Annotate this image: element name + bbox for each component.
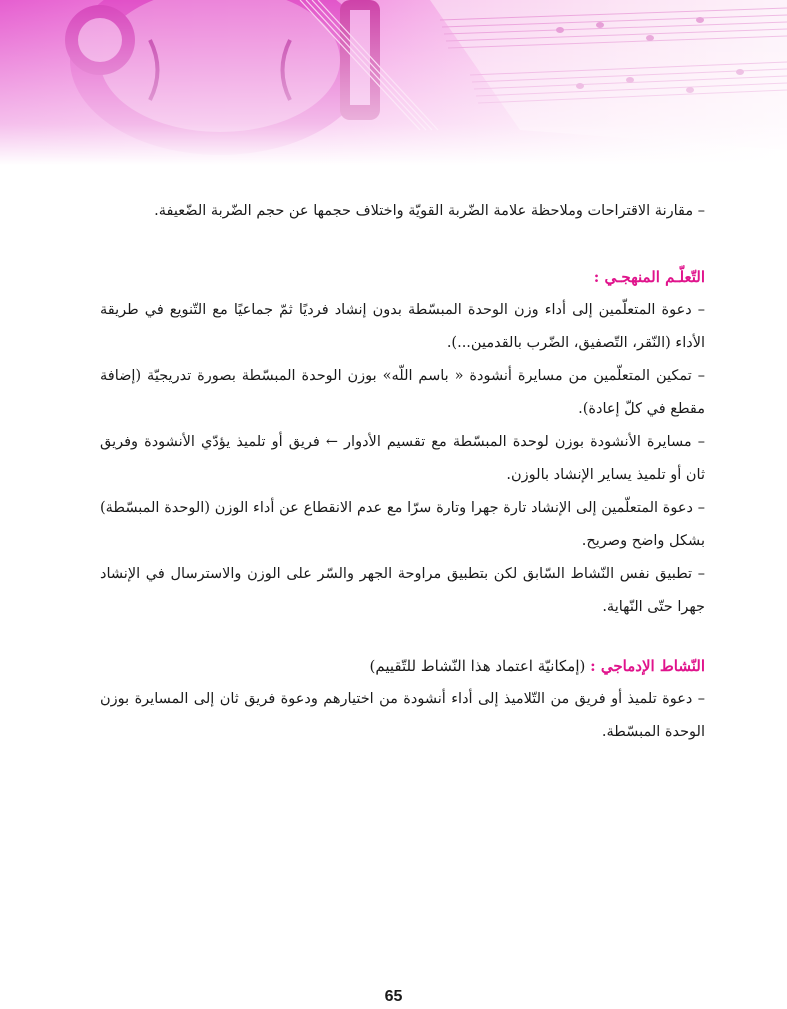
decorative-header-banner [0, 0, 787, 165]
section-integration-heading [100, 650, 705, 683]
methodical-item: – دعوة المتعلّمين إلى أداء وزن الوحدة المبسّطة بدون إنشاد فرديًا ثمّ جماعيًا مع التّنويع في طريقة الأداء (النّقر، التّصفيق، الضّرب بالقدمين...). [100, 302, 705, 351]
section-methodical-title: التّعلّـم المنهجـي : [593, 268, 705, 286]
document-body [100, 195, 705, 749]
methodical-item: – تطبيق نفس النّشاط السّابق لكن بتطبيق مراوحة الجهر والسّر على الوزن والاسترسال في الإنشاد جهرا حتّى النّهاية. [100, 566, 705, 615]
methodical-item: – دعوة المتعلّمين إلى الإنشاد تارة جهرا وتارة سرّا مع عدم الانقطاع عن أداء الوزن (الوحدة المبسّطة) بشكل واضح وصريح. [100, 500, 705, 549]
methodical-item: – تمكين المتعلّمين من مسايرة أنشودة « باسم اللّه» بوزن الوحدة المبسّطة بصورة تدريجيّة (إضافة مقطع في كلّ إعادة). [100, 368, 705, 417]
page-number: 65 [384, 988, 403, 1005]
intro-item: – مقارنة الاقتراحات وملاحظة علامة الضّربة القويّة واختلاف حجمها عن حجم الضّربة الضّعيفة. [154, 203, 705, 219]
section-integration-note: (إمكانيّة اعتماد هذا النّشاط للتّقييم) [369, 657, 586, 675]
section-methodical-heading [100, 261, 705, 294]
integration-item: – دعوة تلميذ أو فريق من التّلاميذ إلى أداء أنشودة من اختيارهم ودعوة فريق ثان إلى المسايرة بوزن الوحدة المبسّطة. [100, 691, 705, 740]
methodical-item: – مسايرة الأنشودة بوزن لوحدة المبسّطة مع تقسيم الأدوار ← فريق أو تلميذ يؤدّي الأنشودة وفريق ثان أو تلميذ يساير الإنشاد بالوزن. [100, 434, 705, 483]
violin-sheet-music-illustration [0, 0, 787, 165]
section-integration-title: النّشاط الإدماجي : [590, 657, 705, 675]
